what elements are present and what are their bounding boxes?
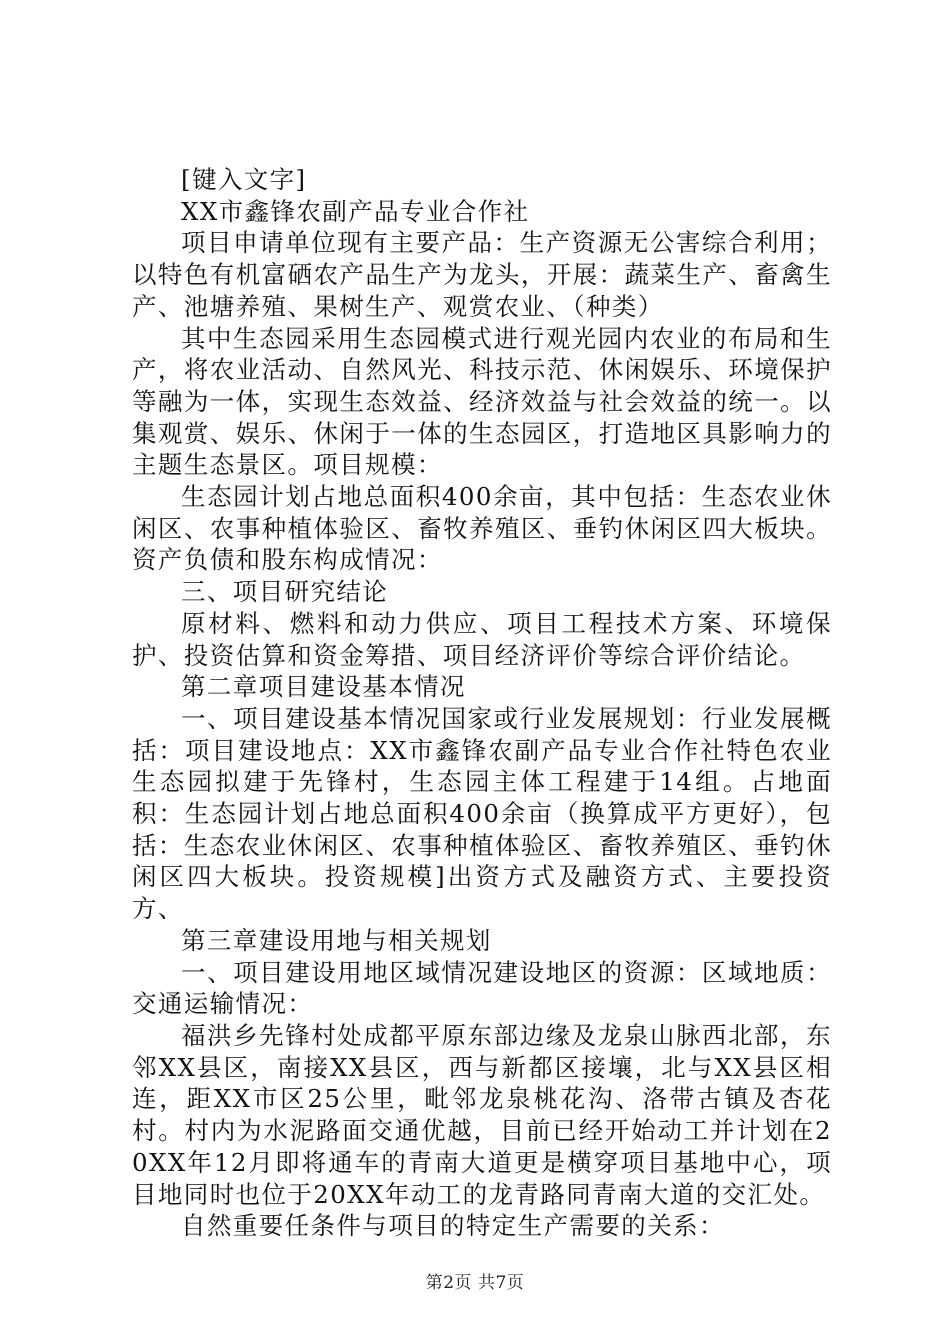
paragraph-location: 福洪乡先锋村处成都平原东部边缘及龙泉山脉西北部，东邻XX县区，南接XX县区，西与新都区接壤，北与XX县区相连，距XX市区25公里，毗邻龙泉桃花沟、洛带古镇及杏花村。村内为水泥路面交通优越，目前已经开始动工并计划在20XX年12月即将通车的青南大道更是横穿项目基地中心，项目地同时也位于20XX年动工的龙青路同青南大道的交汇处。: [132, 1020, 832, 1209]
paragraph-basic-info: 一、项目建设基本情况国家或行业发展规划：行业发展概括：项目建设地点：XX市鑫锋农副产品专业合作社特色农业生态园拟建于先锋村，生态园主体工程建于14组。占地面积：生态园计划占地总面积400余亩（换算成平方更好），包括：生态农业休闲区、农事种植体验区、畜牧养殖区、垂钓休闲区四大板块。投资规模]出资方式及融资方式、主要投资方、: [132, 703, 832, 924]
header-placeholder-text: [键入文字]: [181, 165, 307, 194]
paragraph-natural-conditions: 自然重要任条件与项目的特定生产需要的关系：: [181, 1211, 725, 1241]
paragraph-eco-park-area: 生态园计划占地总面积400余亩，其中包括：生态农业休闲区、农事种植体验区、畜牧养殖区、垂钓休闲区四大板块。资产负债和股东构成情况：: [132, 482, 832, 575]
paragraph-conclusion: 原材料、燃料和动力供应、项目工程技术方案、环境保护、投资估算和资金筹措、项目经济评价等综合评价结论。: [132, 608, 832, 670]
document-body: [132, 164, 832, 1242]
chapter-heading-3: 第三章建设用地与相关规划: [181, 925, 492, 955]
paragraph-land-use: 一、项目建设用地区域情况建设地区的资源：区域地质：交通运输情况：: [132, 957, 832, 1019]
page-number-footer: 第2页 共7页: [425, 1273, 525, 1293]
section-heading-conclusion: 三、项目研究结论: [181, 577, 389, 607]
organization-name: XX市鑫锋农副产品专业合作社: [181, 196, 530, 226]
paragraph-main-products: 项目申请单位现有主要产品：生产资源无公害综合利用；以特色有机富硒农产品生产为龙头，开展：蔬菜生产、畜禽生产、池塘养殖、果树生产、观赏农业、（种类）: [132, 228, 832, 321]
paragraph-eco-park-model: 其中生态园采用生态园模式进行观光园内农业的布局和生产，将农业活动、自然风光、科技示范、休闲娱乐、环境保护等融为一体，实现生态效益、经济效益与社会效益的统一。以集观赏、娱乐、休闲于一体的生态园区，打造地区具影响力的主题生态景区。项目规模：: [132, 323, 832, 480]
chapter-heading-2: 第二章项目建设基本情况: [181, 672, 466, 702]
